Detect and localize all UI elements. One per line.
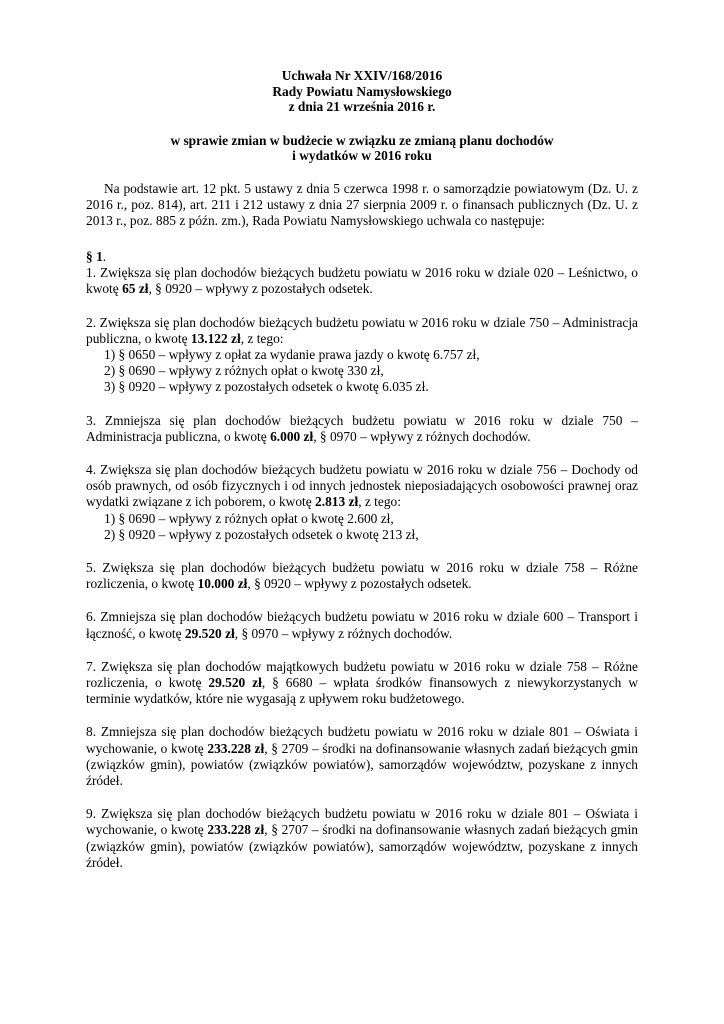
item-text: 1. Zwiększa się plan dochodów bieżących budżetu powiatu w 2016 roku w dziale 020 – Leśnictwo, o kwotę bbox=[86, 265, 638, 297]
resolution-date: z dnia 21 września 2016 r. bbox=[288, 99, 436, 114]
resolution-number: Uchwała Nr XXIV/168/2016 bbox=[281, 68, 443, 83]
item-amount: 233.228 zł bbox=[207, 740, 265, 756]
section-dot: . bbox=[102, 249, 107, 265]
item-text-end: , z tego: bbox=[240, 330, 284, 346]
item-amount: 65 zł bbox=[122, 281, 149, 297]
resolution-subject bbox=[86, 133, 638, 164]
item-text-end: , § 0970 – wpływy z różnych dochodów. bbox=[234, 625, 453, 641]
section-number: 1 bbox=[96, 249, 103, 265]
item-amount: 6.000 zł bbox=[270, 428, 314, 444]
item-text: 2. Zwiększa się plan dochodów bieżących budżetu powiatu w 2016 roku w dziale 750 – Administracja publiczna, o kwotę bbox=[86, 314, 638, 346]
item-amount: 29.520 zł bbox=[184, 625, 235, 641]
section-item-5 bbox=[86, 560, 638, 592]
sublist-entry: 2) § 0690 – wpływy z różnych opłat o kwotę 330 zł, bbox=[104, 363, 384, 379]
item-4-sublist bbox=[86, 511, 638, 543]
section-item-1 bbox=[86, 265, 638, 297]
legal-basis-paragraph: Na podstawie art. 12 pkt. 5 ustawy z dnia 5 czerwca 1998 r. o samorządzie powiatowym (Dz. U. z 2016 r., poz. 814), art. 211 i 212 ustawy z dnia 27 sierpnia 2009 r. o finansach publicznych (Dz. U. z 2013 r., poz. 885 z późn. zm.), Rada Powiatu Namysłowskiego uchwala co następuje: bbox=[86, 180, 638, 228]
section-item-4 bbox=[86, 462, 638, 511]
section-item-2 bbox=[86, 315, 638, 347]
sublist-entry: 2) § 0920 – wpływy z pozostałych odsetek o kwotę 213 zł, bbox=[104, 526, 419, 542]
item-2-sublist bbox=[86, 347, 638, 396]
item-amount: 2.813 zł bbox=[315, 494, 359, 510]
item-text-end: , § 2709 – środki na dofinansowanie własnych zadań bieżących gmin (związków gmin), powiatów (związków powiatów), samorządów województw, pozyskane z innych źródeł. bbox=[86, 740, 638, 788]
section-item-8 bbox=[86, 724, 638, 789]
item-text: 4. Zwiększa się plan dochodów bieżących budżetu powiatu w 2016 roku w dziale 756 – Dochody od osób prawnych, od osób fizycznych i od innych jednostek nieposiadających osobowości prawnej oraz wydatki związane z ich poborem, o kwotę bbox=[86, 461, 638, 510]
section-item-6 bbox=[86, 609, 638, 641]
section-heading bbox=[86, 249, 638, 265]
sublist-entry: 3) § 0920 – wpływy z pozostałych odsetek o kwotę 6.035 zł. bbox=[104, 379, 429, 395]
section-item-7 bbox=[86, 659, 638, 708]
item-text: 8. Zmniejsza się plan dochodów bieżących budżetu powiatu w 2016 roku w dziale 801 – Oświata i wychowanie, o kwotę bbox=[86, 724, 638, 756]
item-text-end: , § 0920 – wpływy z pozostałych odsetek. bbox=[148, 281, 373, 297]
section-item-9 bbox=[86, 806, 638, 871]
item-text-end: , § 2707 – środki na dofinansowanie własnych zadań bieżących gmin (związków gmin), powiatów (związków powiatów), samorządów województw, pozyskane z innych źródeł. bbox=[86, 822, 638, 870]
item-amount: 233.228 zł bbox=[207, 822, 265, 838]
council-name: Rady Powiatu Namysłowskiego bbox=[272, 83, 452, 99]
item-text: 7. Zwiększa się plan dochodów majątkowych budżetu powiatu w 2016 roku w dziale 758 – Różne rozliczenia, o kwotę bbox=[86, 658, 638, 690]
document-title bbox=[86, 68, 638, 115]
item-text-end: , § 0920 – wpływy z pozostałych odsetek. bbox=[247, 576, 472, 592]
item-text: 3. Zmniejsza się plan dochodów bieżących budżetu powiatu w 2016 roku w dziale 750 – Administracja publiczna, o kwotę bbox=[86, 412, 638, 444]
item-amount: 13.122 zł bbox=[190, 330, 241, 346]
item-amount: 10.000 zł bbox=[197, 576, 248, 592]
sublist-entry: 1) § 0690 – wpływy z różnych opłat o kwotę 2.600 zł, bbox=[104, 510, 394, 526]
section-symbol: § bbox=[86, 249, 93, 265]
item-text-end: , § 0970 – wpływy z różnych dochodów. bbox=[313, 428, 531, 444]
item-text: 6. Zmniejsza się plan dochodów bieżących budżetu powiatu w 2016 roku w dziale 600 – Transport i łączność, o kwotę bbox=[86, 609, 638, 641]
subject-line-2: i wydatków w 2016 roku bbox=[292, 148, 432, 163]
subject-line-1: w sprawie zmian w budżecie w związku ze zmianą planu dochodów bbox=[170, 132, 554, 148]
section-item-3 bbox=[86, 413, 638, 445]
sublist-entry: 1) § 0650 – wpływy z opłat za wydanie prawa jazdy o kwotę 6.757 zł, bbox=[104, 346, 480, 362]
item-text-end: , z tego: bbox=[358, 494, 401, 510]
item-amount: 29.520 zł bbox=[208, 674, 262, 690]
item-text: 5. Zwiększa się plan dochodów bieżących budżetu powiatu w 2016 roku w dziale 758 – Różne rozliczenia, o kwotę bbox=[86, 559, 638, 592]
item-text-end: , § 6680 – wpłata środków finansowych z niewykorzystanych w terminie wydatków, które nie wygasają z upływem roku budżetowego. bbox=[86, 674, 638, 707]
item-text: 9. Zwiększa się plan dochodów bieżących budżetu powiatu w 2016 roku w dziale 801 – Oświata i wychowanie, o kwotę bbox=[86, 806, 638, 838]
